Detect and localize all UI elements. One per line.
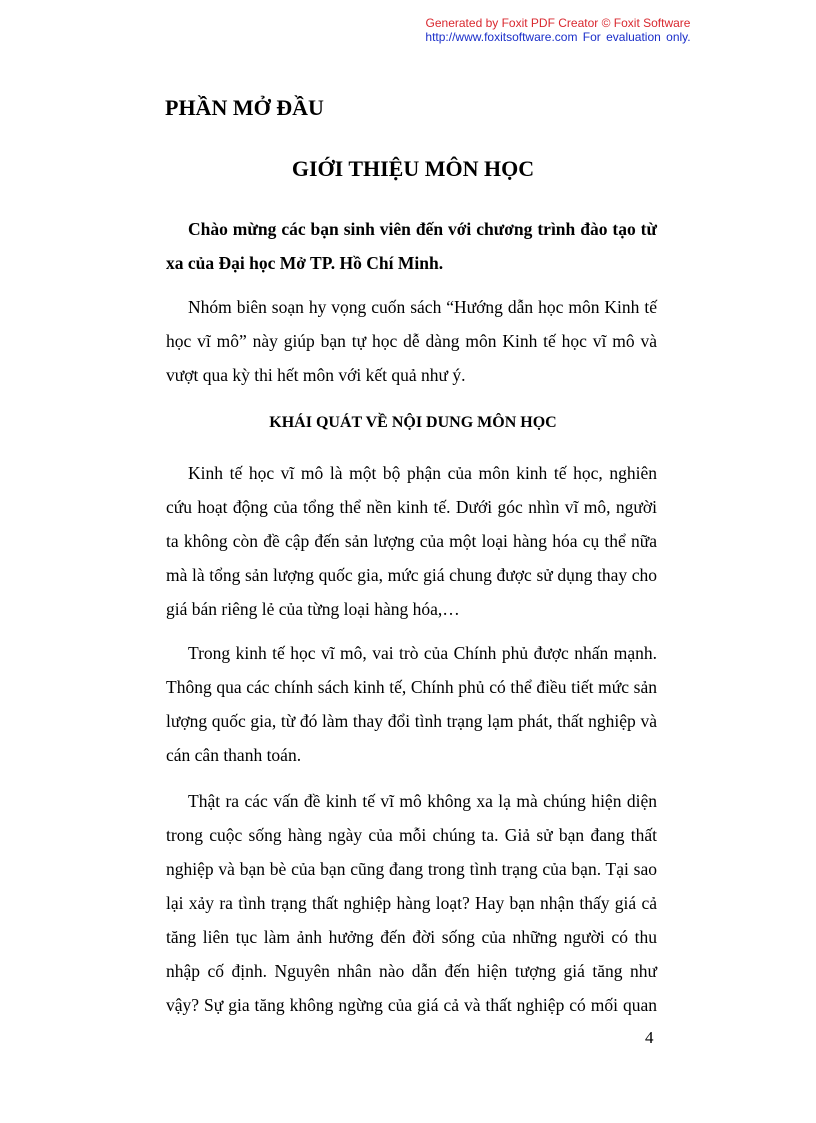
- section-heading: KHÁI QUÁT VỀ NỘI DUNG MÔN HỌC: [269, 414, 557, 431]
- body-line: lượng quốc gia, từ đó làm thay đổi tình trạng lạm phát, thất nghiệp và: [166, 711, 657, 731]
- welcome-line: xa của Đại học Mở TP. Hồ Chí Minh.: [166, 253, 444, 273]
- welcome-line: Chào mừng các bạn sinh viên đến với chương trình đào tạo từ: [188, 219, 657, 239]
- intro-paragraph: [166, 290, 657, 392]
- body-line: nhập cố định. Nguyên nhân nào dẫn đến hiện tượng giá tăng như: [166, 961, 657, 981]
- foxit-watermark: [408, 16, 708, 44]
- body-line: cán cân thanh toán.: [166, 745, 302, 765]
- intro-line: học vĩ mô” này giúp bạn tự học dễ dàng môn Kinh tế học vĩ mô và: [166, 331, 657, 351]
- body-line: vậy? Sự gia tăng không ngừng của giá cả và thất nghiệp có mối quan: [166, 995, 657, 1015]
- body-line: cứu hoạt động của tổng thể nền kinh tế. Dưới góc nhìn vĩ mô, người: [166, 497, 657, 517]
- body-line: nghiệp và bạn bè của bạn cũng đang trong tình trạng của bạn. Tại sao: [166, 859, 657, 879]
- body-line: Trong kinh tế học vĩ mô, vai trò của Chính phủ được nhấn mạnh.: [188, 643, 657, 663]
- course-title: GIỚI THIỆU MÔN HỌC: [291, 156, 535, 181]
- intro-line: vượt qua kỳ thi hết môn với kết quả như ý.: [166, 365, 466, 385]
- watermark-line-2: http://www.foxitsoftware.com For evaluation only.: [425, 30, 691, 44]
- welcome-paragraph: [166, 212, 657, 280]
- body-line: giá bán riêng lẻ của từng loại hàng hóa,…: [166, 599, 460, 619]
- body-line: Thông qua các chính sách kinh tế, Chính phủ có thể điều tiết mức sản: [166, 677, 657, 697]
- page-number: 4: [645, 1028, 654, 1047]
- part-title: PHẦN MỞ ĐẦU: [165, 95, 324, 120]
- body-line: Kinh tế học vĩ mô là một bộ phận của môn kinh tế học, nghiên: [188, 463, 657, 483]
- body-paragraph-3: [166, 784, 657, 1022]
- body-paragraph-1: [166, 456, 657, 626]
- body-line: tăng liên tục làm ảnh hưởng đến đời sống của những người có thu: [166, 927, 657, 947]
- body-line: lại xảy ra tình trạng thất nghiệp hàng loạt? Hay bạn nhận thấy giá cả: [166, 893, 657, 913]
- body-line: trong cuộc sống hàng ngày của mỗi chúng ta. Giả sử bạn đang thất: [166, 825, 657, 845]
- watermark-line-1: Generated by Foxit PDF Creator © Foxit Software: [425, 16, 691, 30]
- body-line: Thật ra các vấn đề kinh tế vĩ mô không xa lạ mà chúng hiện diện: [188, 791, 657, 811]
- intro-line: Nhóm biên soạn hy vọng cuốn sách “Hướng dẫn học môn Kinh tế: [188, 297, 657, 317]
- body-paragraph-2: [166, 636, 657, 772]
- body-line: ta không còn đề cập đến sản lượng của một loại hàng hóa cụ thể nữa: [166, 531, 657, 551]
- body-line: mà là tổng sản lượng quốc gia, mức giá chung được sử dụng thay cho: [166, 565, 657, 585]
